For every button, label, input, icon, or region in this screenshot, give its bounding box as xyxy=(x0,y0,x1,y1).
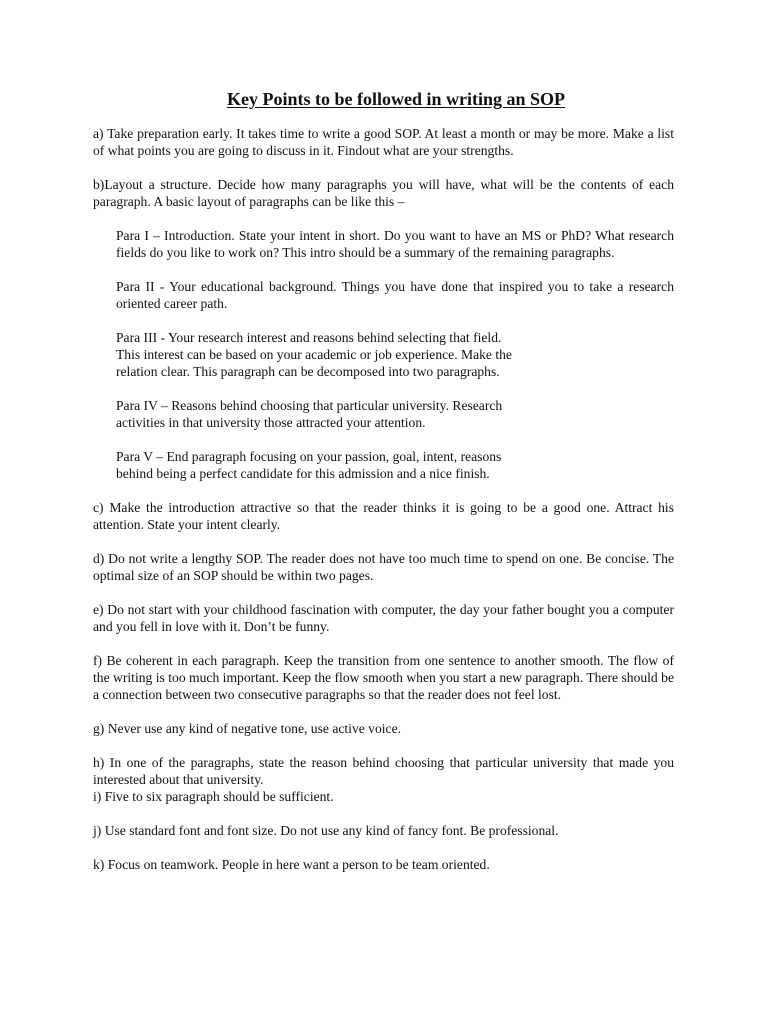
para-3-line-1: Para III - Your research interest and reasons behind selecting that field. xyxy=(116,330,502,345)
point-j: j) Use standard font and font size. Do not use any kind of fancy font. Be professional. xyxy=(93,823,559,838)
point-a: a) Take preparation early. It takes time to write a good SOP. At least a month or may be more. Make a list of what points you are going to discuss in it. Findout what are your strengths. xyxy=(93,126,674,158)
para-5-line-2: behind being a perfect candidate for this admission and a nice finish. xyxy=(116,466,490,481)
para-5 xyxy=(116,448,674,482)
point-h: h) In one of the paragraphs, state the reason behind choosing that particular university that made you interested about that university. xyxy=(93,755,674,787)
point-k: k) Focus on teamwork. People in here want a person to be team oriented. xyxy=(93,857,490,872)
para-3-line-2: This interest can be based on your academic or job experience. Make the xyxy=(116,347,512,362)
para-1: Para I – Introduction. State your intent in short. Do you want to have an MS or PhD? What research fields do you like to work on? This intro should be a summary of the remaining paragraphs. xyxy=(116,228,674,260)
para-2: Para II - Your educational background. Things you have done that inspired you to take a research oriented career path. xyxy=(116,279,674,311)
point-d: d) Do not write a lengthy SOP. The reader does not have too much time to spend on one. Be concise. The optimal size of an SOP should be within two pages. xyxy=(93,551,674,583)
point-g: g) Never use any kind of negative tone, use active voice. xyxy=(93,721,402,736)
para-5-line-1: Para V – End paragraph focusing on your passion, goal, intent, reasons xyxy=(116,449,502,464)
para-3-line-3: relation clear. This paragraph can be decomposed into two paragraphs. xyxy=(116,364,500,379)
para-3 xyxy=(116,329,674,380)
point-c: c) Make the introduction attractive so that the reader thinks it is going to be a good one. Attract his attention. State your intent clearly. xyxy=(93,500,674,532)
page-title: Key Points to be followed in writing an SOP xyxy=(226,89,565,109)
point-e: e) Do not start with your childhood fascination with computer, the day your father bought you a computer and you fell in love with it. Don’t be funny. xyxy=(93,602,674,634)
para-4 xyxy=(116,397,674,431)
para-4-line-2: activities in that university those attracted your attention. xyxy=(116,415,426,430)
para-4-line-1: Para IV – Reasons behind choosing that particular university. Research xyxy=(116,398,503,413)
point-i: i) Five to six paragraph should be sufficient. xyxy=(93,789,334,804)
point-f: f) Be coherent in each paragraph. Keep the transition from one sentence to another smooth. The flow of the writing is too much important. Keep the flow smooth when you start a new paragraph. There should be a connection between two consecutive paragraphs so that the reader does not feel lost. xyxy=(93,653,674,702)
point-b: b)Layout a structure. Decide how many paragraphs you will have, what will be the contents of each paragraph. A basic layout of paragraphs can be like this – xyxy=(93,177,674,209)
document-body xyxy=(93,125,674,890)
